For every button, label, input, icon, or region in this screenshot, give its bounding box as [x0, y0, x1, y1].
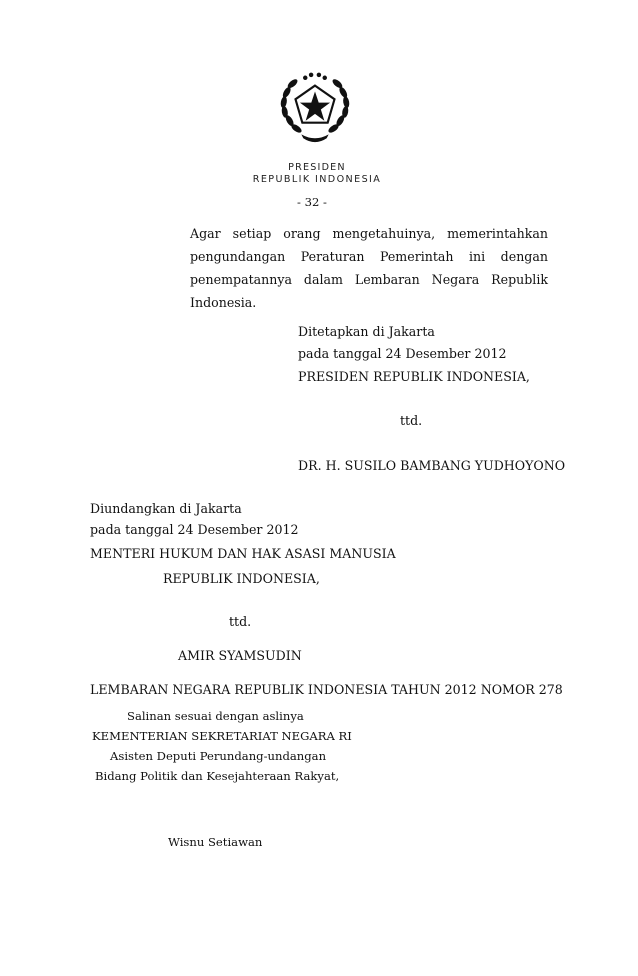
promulgation-place: Diundangkan di Jakarta	[90, 501, 242, 516]
promulgation-office-line1: MENTERI HUKUM DAN HAK ASASI MANUSIA	[90, 546, 396, 561]
paragraph-line: pengundangan Peraturan Pemerintah ini dengan	[190, 249, 548, 264]
enactment-date: pada tanggal 24 Desember 2012	[298, 346, 507, 361]
promulgation-signature: ttd.	[229, 614, 252, 629]
enactment-signature: ttd.	[400, 413, 423, 428]
enactment-place: Ditetapkan di Jakarta	[298, 324, 435, 339]
seal-caption-line2: REPUBLIK INDONESIA	[252, 174, 382, 185]
promulgation-office-line2: REPUBLIK INDONESIA,	[163, 571, 320, 586]
certification-signatory-name: Wisnu Setiawan	[168, 835, 263, 849]
paragraph-line: Agar setiap orang mengetahuinya, memerintahkan	[190, 226, 548, 241]
gazette-reference: LEMBARAN NEGARA REPUBLIK INDONESIA TAHUN 2012 NOMOR 278	[90, 682, 563, 697]
enactment-office: PRESIDEN REPUBLIK INDONESIA,	[298, 369, 530, 384]
seal-caption-line1: PRESIDEN	[288, 162, 346, 173]
closing-paragraph	[190, 222, 548, 314]
promulgation-date: pada tanggal 24 Desember 2012	[90, 522, 299, 537]
promulgation-signatory-name: AMIR SYAMSUDIN	[178, 648, 302, 663]
certification-line1: Salinan sesuai dengan aslinya	[127, 709, 304, 723]
paragraph-line: penempatannya dalam Lembaran Negara Republik	[190, 272, 548, 287]
page-number: - 32 -	[297, 195, 327, 209]
paragraph-line: Indonesia.	[190, 295, 257, 310]
certification-line2: KEMENTERIAN SEKRETARIAT NEGARA RI	[92, 729, 352, 743]
seal-caption	[247, 162, 387, 185]
presidential-seal-icon	[276, 70, 354, 148]
certification-line4: Bidang Politik dan Kesejahteraan Rakyat,	[95, 769, 340, 783]
certification-line3: Asisten Deputi Perundang-undangan	[110, 749, 327, 763]
enactment-signatory-name: DR. H. SUSILO BAMBANG YUDHOYONO	[298, 458, 566, 473]
